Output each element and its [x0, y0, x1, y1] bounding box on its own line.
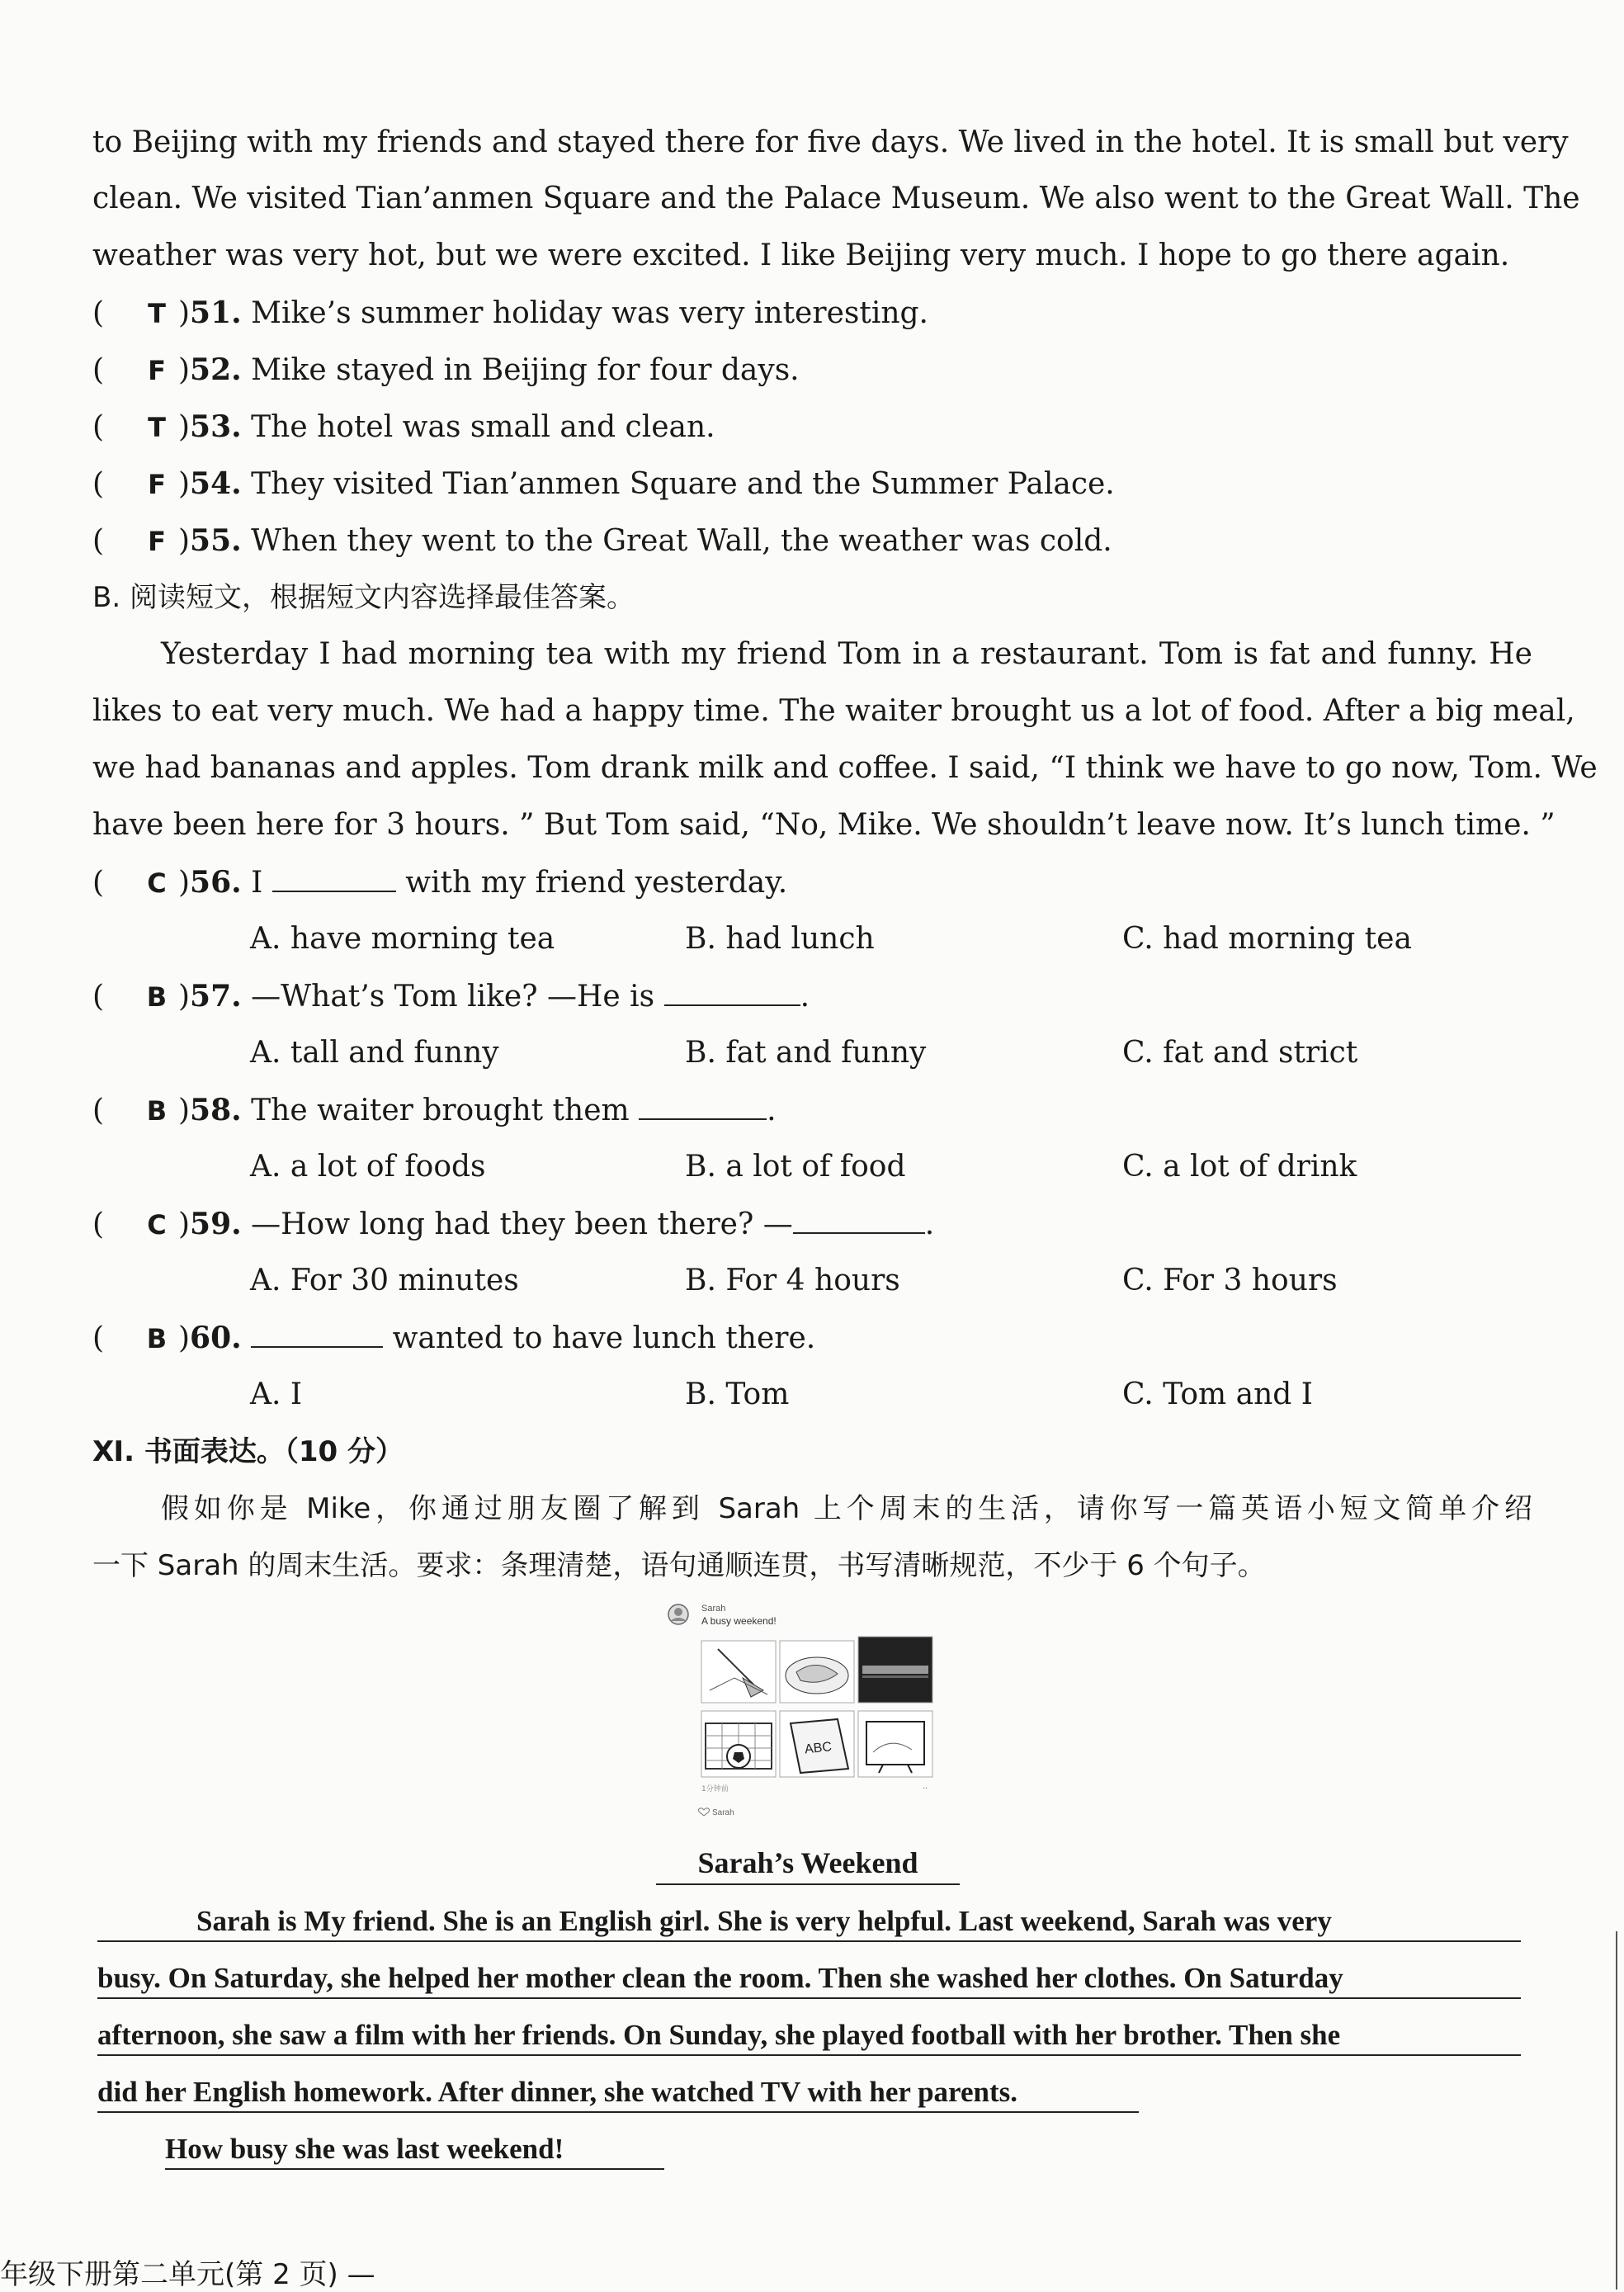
answer-blank: [793, 1207, 925, 1234]
passage-a-line-1: to Beijing with my friends and stayed there for five days. We lived in the hotel. It is small but very: [92, 125, 1569, 159]
homework-book-icon: [780, 1711, 854, 1777]
like-name: Sarah: [712, 1808, 734, 1817]
option-60-a: A. I: [250, 1378, 303, 1411]
question-text: The hotel was small and clean.: [251, 410, 715, 444]
passage-b-line-3: we had bananas and apples. Tom drank milk and coffee. I said, “I think we have to go now, Tom. We: [92, 751, 1598, 785]
laundry-picture-icon: [780, 1641, 854, 1703]
question-text: Mike’s summer holiday was very interesting.: [251, 296, 929, 330]
essay-line-1: Sarah is My friend. She is an English girl. She is very helpful. Last weekend, Sarah was very: [97, 1902, 1521, 1942]
film-picture-icon: [858, 1637, 932, 1703]
question-number: 57.: [190, 979, 242, 1014]
mc-question-58: ( B )58. The waiter brought them .: [92, 1091, 777, 1130]
question-number: 59.: [190, 1207, 242, 1241]
answer-mark: B: [146, 981, 168, 1013]
mc-question-59: ( C )59. —How long had they been there? — .: [92, 1205, 934, 1244]
answer-blank: [272, 866, 396, 892]
tf-question-52: ( F )52. Mike stayed in Beijing for four days.: [92, 351, 800, 390]
answer-blank: [639, 1094, 767, 1120]
essay-line-2: busy. On Saturday, she helped her mother clean the room. Then she washed her clothes. On Saturday: [97, 1959, 1521, 1999]
answer-blank: [251, 1321, 383, 1348]
essay-title: Sarah’s Weekend: [697, 1846, 918, 1879]
question-number: 55.: [190, 523, 242, 558]
option-58-a: A. a lot of foods: [250, 1150, 486, 1184]
option-58-c: C. a lot of drink: [1122, 1150, 1357, 1184]
option-60-b: B. Tom: [685, 1378, 790, 1411]
section-b-heading: B. 阅读短文，根据短文内容选择最佳答案。: [92, 581, 635, 614]
essay-title-box: [656, 1842, 960, 1885]
option-57-c: C. fat and strict: [1122, 1036, 1358, 1070]
option-56-b: B. had lunch: [685, 922, 875, 956]
mc-question-56: ( C )56. I with my friend yesterday.: [92, 863, 787, 902]
question-stem-after: with my friend yesterday.: [405, 866, 788, 900]
question-text: They visited Tian’anmen Square and the Summer Palace.: [251, 467, 1115, 501]
question-text: When they went to the Great Wall, the weather was cold.: [251, 524, 1112, 558]
question-number: 52.: [190, 352, 242, 387]
section-xi-heading: Ⅺ. 书面表达。（10 分）: [92, 1435, 404, 1468]
answer-mark: F: [148, 355, 166, 386]
passage-b-line-1: Yesterday I had morning tea with my friend Tom in a restaurant. Tom is fat and funny. He: [161, 637, 1532, 671]
tf-question-54: ( F )54. They visited Tian’anmen Square and the Summer Palace.: [92, 465, 1115, 503]
answer-mark: C: [147, 867, 167, 899]
answer-mark: T: [148, 412, 166, 443]
question-number: 58.: [190, 1093, 242, 1127]
answer-mark: F: [148, 526, 166, 557]
scan-edge-line: [1616, 1931, 1617, 2290]
option-60-c: C. Tom and I: [1122, 1378, 1313, 1411]
option-59-a: A. For 30 minutes: [250, 1264, 519, 1297]
answer-mark: B: [146, 1323, 168, 1354]
question-number: 60.: [190, 1321, 242, 1355]
essay-line-3: afternoon, she saw a film with her friends. On Sunday, she played football with her brother. Then she: [97, 2016, 1521, 2056]
answer-mark: F: [148, 469, 166, 500]
passage-a-line-3: weather was very hot, but we were excited. I like Beijing very much. I hope to go there again.: [92, 239, 1510, 272]
cleaning-picture-icon: [701, 1641, 776, 1703]
question-number: 53.: [190, 409, 242, 444]
football-picture-icon: [701, 1711, 776, 1777]
essay-closing: How busy she was last weekend!: [165, 2130, 664, 2170]
question-stem-after: .: [800, 980, 810, 1014]
tf-question-55: ( F )55. When they went to the Great Wall, the weather was cold.: [92, 522, 1112, 560]
tf-question-51: ( T )51. Mike’s summer holiday was very interesting.: [92, 294, 928, 333]
passage-a-line-2: clean. We visited Tian’anmen Square and the Palace Museum. We also went to the Great Wall. The: [92, 182, 1580, 215]
page-footer: 年级下册第二单元(第 2 页) —: [0, 2258, 375, 2291]
question-stem-before: The waiter brought them: [251, 1094, 630, 1127]
mc-question-57: ( B )57. —What’s Tom like? —He is .: [92, 977, 810, 1016]
moments-caption: A busy weekend!: [701, 1615, 777, 1627]
answer-mark: C: [147, 1209, 167, 1241]
question-stem-after: wanted to have lunch there.: [392, 1321, 816, 1355]
option-57-a: A. tall and funny: [250, 1036, 499, 1070]
question-stem-before: —What’s Tom like? —He is: [251, 980, 655, 1014]
mc-question-60: ( B )60. wanted to have lunch there.: [92, 1319, 815, 1358]
passage-b-line-4: have been here for 3 hours. ” But Tom said, “No, Mike. We shouldn’t leave now. It’s lunch time. ”: [92, 808, 1556, 842]
answer-blank: [664, 980, 800, 1006]
essay-line-4: did her English homework. After dinner, she watched TV with her parents.: [97, 2073, 1139, 2113]
question-text: Mike stayed in Beijing for four days.: [251, 353, 800, 387]
question-stem-before: I: [251, 866, 263, 900]
answer-mark: B: [146, 1095, 168, 1127]
option-56-a: A. have morning tea: [250, 922, 555, 956]
tf-question-53: ( T )53. The hotel was small and clean.: [92, 408, 715, 447]
question-number: 54.: [190, 466, 242, 501]
option-58-b: B. a lot of food: [685, 1150, 906, 1184]
question-stem-after: .: [924, 1207, 935, 1241]
avatar-icon: [668, 1604, 688, 1624]
tv-picture-icon: [858, 1711, 932, 1777]
writing-prompt-line-1: 假如你是 Mike，你通过朋友圈了解到 Sarah 上个周末的生活，请你写一篇英语小短文简单介绍: [161, 1492, 1532, 1525]
more-dots-icon: ··: [923, 1784, 928, 1793]
option-59-b: B. For 4 hours: [685, 1264, 900, 1297]
moments-illustration: [660, 1600, 941, 1822]
moments-post-image: [660, 1600, 941, 1822]
book-label: ABC: [804, 1740, 833, 1757]
question-number: 51.: [190, 295, 242, 330]
question-stem-after: .: [767, 1094, 777, 1127]
option-57-b: B. fat and funny: [685, 1036, 927, 1070]
option-56-c: C. had morning tea: [1122, 922, 1412, 956]
question-stem-before: —How long had they been there? —: [251, 1207, 793, 1241]
moments-user: Sarah: [701, 1604, 726, 1614]
post-time: 1分钟前: [701, 1785, 729, 1793]
heart-icon: [699, 1808, 710, 1816]
writing-prompt-line-2: 一下 Sarah 的周末生活。要求：条理清楚，语句通顺连贯，书写清晰规范，不少于 6 个句子。: [92, 1549, 1266, 1582]
question-number: 56.: [190, 865, 242, 900]
option-59-c: C. For 3 hours: [1122, 1264, 1338, 1297]
passage-b-line-2: likes to eat very much. We had a happy time. The waiter brought us a lot of food. After a big meal,: [92, 694, 1575, 728]
answer-mark: T: [148, 298, 166, 329]
